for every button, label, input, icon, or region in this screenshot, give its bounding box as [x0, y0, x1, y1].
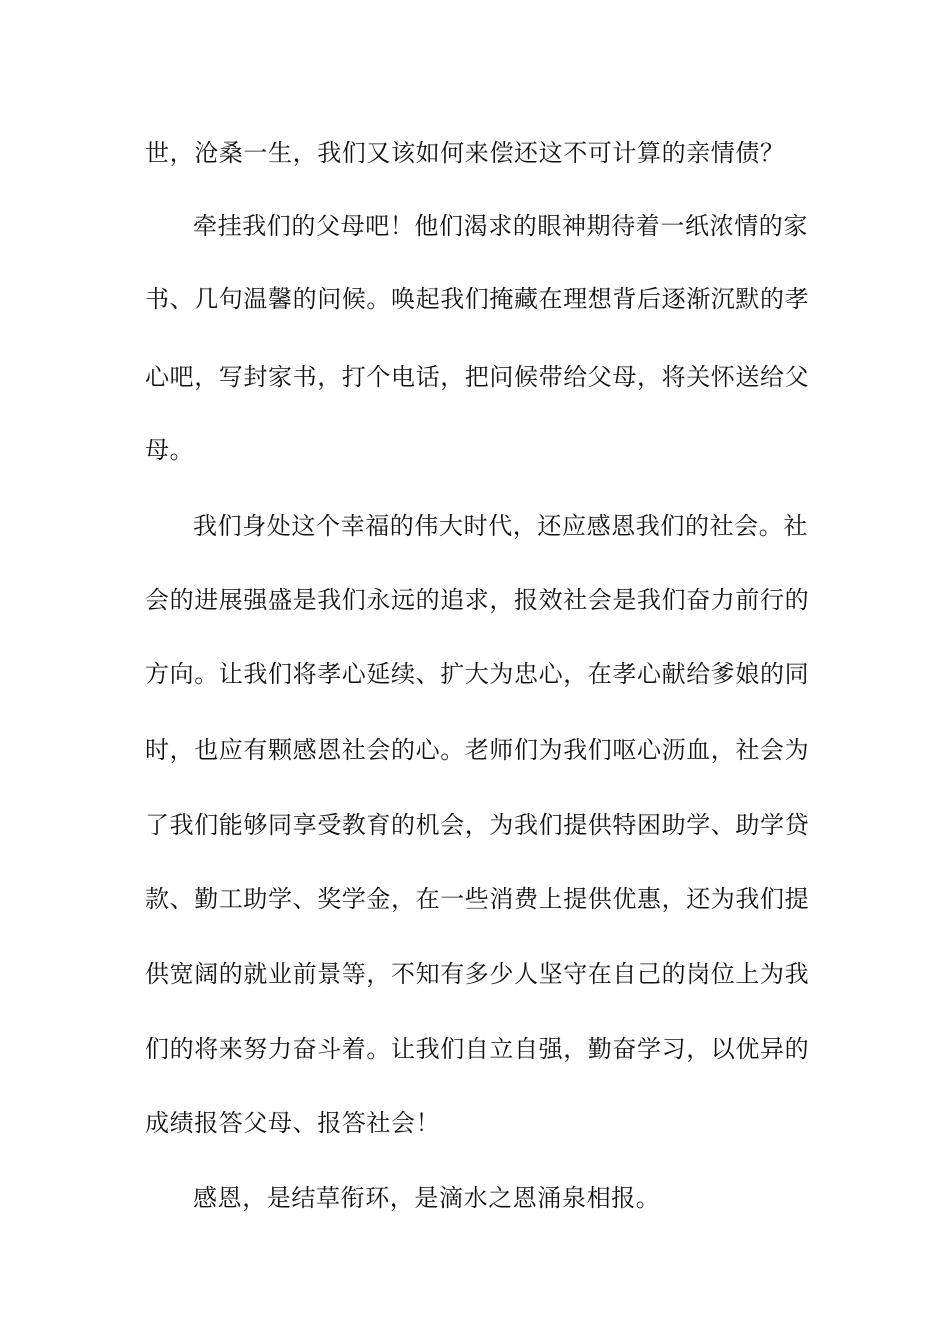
text-line: 方向。让我们将孝心延续、扩大为忠心，在孝心献给爹娘的同 [145, 660, 810, 688]
text-line: 成绩报答父母、报答社会！ [145, 1109, 441, 1137]
paragraph-start-line: 感恩，是结草衔环，是滴水之恩涌泉相报。 [193, 1184, 661, 1212]
paragraph-start-line: 牵挂我们的父母吧！他们渴求的眼神期待着一纸浓情的家 [193, 212, 808, 240]
text-line: 书、几句温馨的问候。唤起我们掩藏在理想背后逐渐沉默的孝 [145, 285, 810, 313]
text-line: 世，沧桑一生，我们又该如何来偿还这不可计算的亲情债？ [145, 139, 785, 167]
text-line: 供宽阔的就业前景等，不知有多少人坚守在自己的岗位上为我 [145, 960, 810, 988]
text-line: 时，也应有颗感恩社会的心。老师们为我们呕心沥血，社会为 [145, 736, 810, 764]
text-line: 心吧，写封家书，打个电话，把问候带给父母，将关怀送给父 [145, 363, 810, 391]
text-line: 母。 [145, 436, 195, 464]
text-line: 了我们能够同享受教育的机会，为我们提供特困助学、助学贷 [145, 811, 810, 839]
text-line: 会的进展强盛是我们永远的追求，报效社会是我们奋力前行的 [145, 586, 810, 614]
text-line: 款、勤工助学、奖学金，在一些消费上提供优惠，还为我们提 [145, 885, 810, 913]
text-line: 们的将来努力奋斗着。让我们自立自强，勤奋学习，以优异的 [145, 1035, 810, 1063]
paragraph-start-line: 我们身处这个幸福的伟大时代，还应感恩我们的社会。社 [193, 512, 808, 540]
